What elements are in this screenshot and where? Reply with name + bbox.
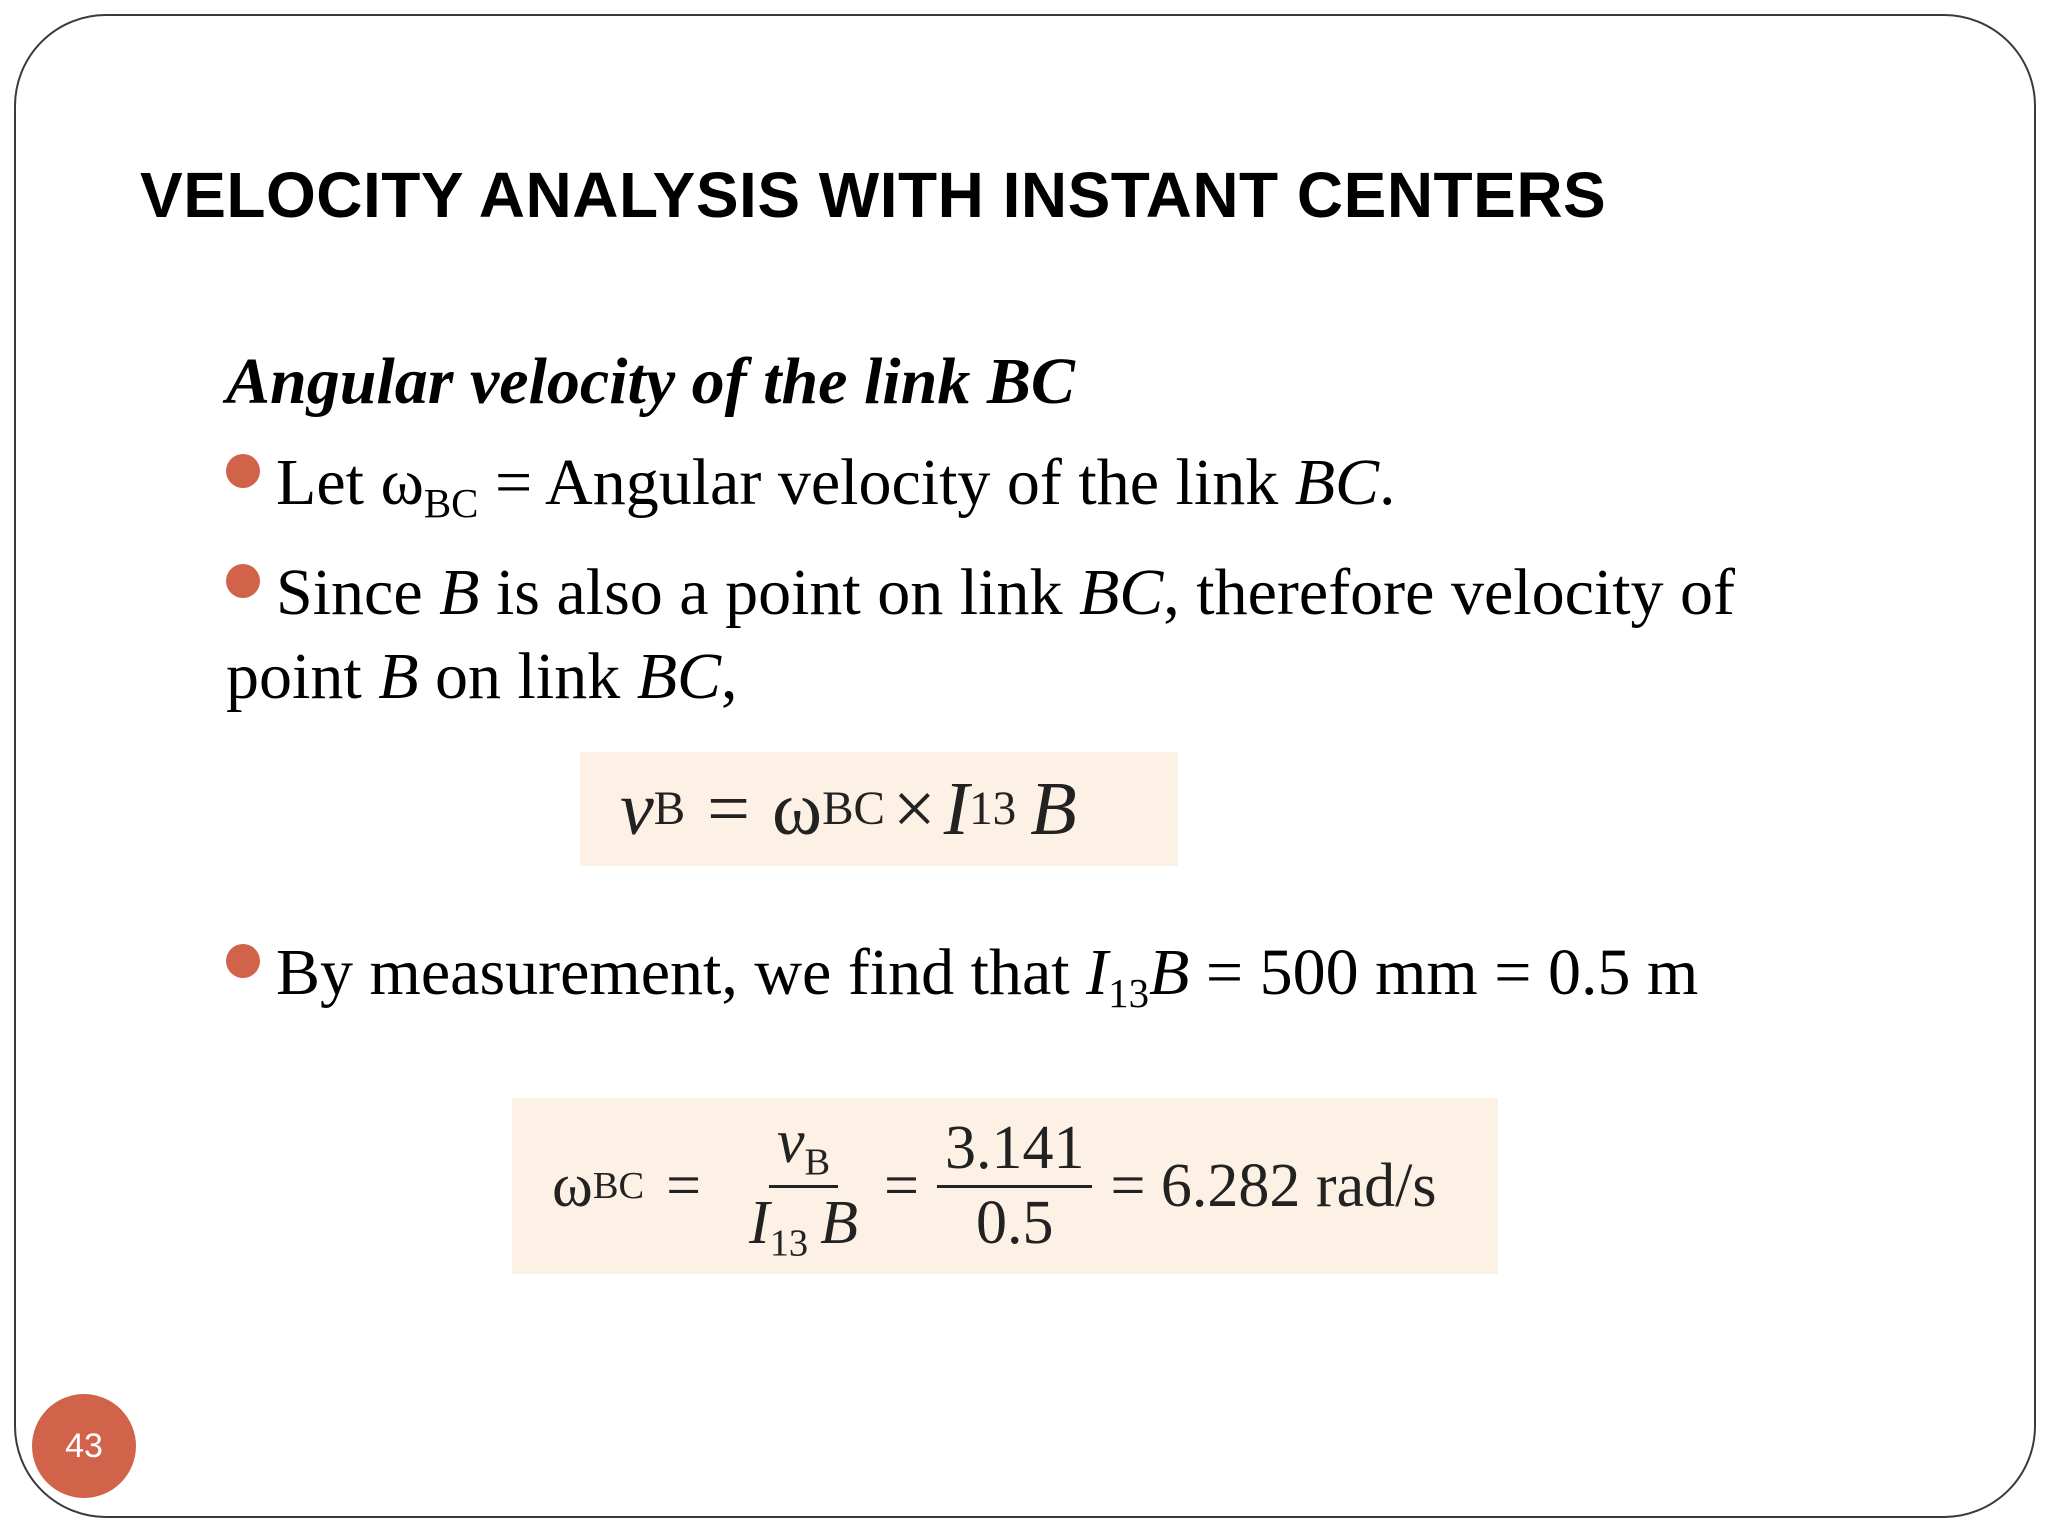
bullet-dot-icon [226,454,260,488]
angular-velocity-equation: ω BC = $\frac{v_B}{I_{13} B}$ = $\frac{3.141}{0.5}$ = 6.282 rad/s [512,1098,1498,1274]
velocity-equation: v B = ω BC × I 13 B [580,752,1178,866]
fraction-numeric: $\frac{3.141}{0.5}$ [937,1113,1093,1259]
bullet-since-b: Since B is also a point on link BC, therefore velocity of [226,550,1735,636]
slide-title: VELOCITY ANALYSIS WITH INSTANT CENTERS [140,159,1607,231]
bullet-let-omega: Let $\omega_{BC}$ = Angular velocity of the link BC. [226,440,1396,530]
bullet-dot-icon [226,944,260,978]
bullet-dot-icon [226,564,260,598]
section-heading: Angular velocity of the link BC [226,345,1075,418]
fraction-vb-over-i13b: $\frac{v_B}{I_{13} B}$ [749,1108,858,1264]
bullet-since-b-continued: point B on link BC, [226,640,738,713]
bullet-measurement: By measurement, we find that $I_{13}B = 500$ mm = 0.5 m [226,930,1698,1020]
page-number-badge: 43 [32,1394,136,1498]
